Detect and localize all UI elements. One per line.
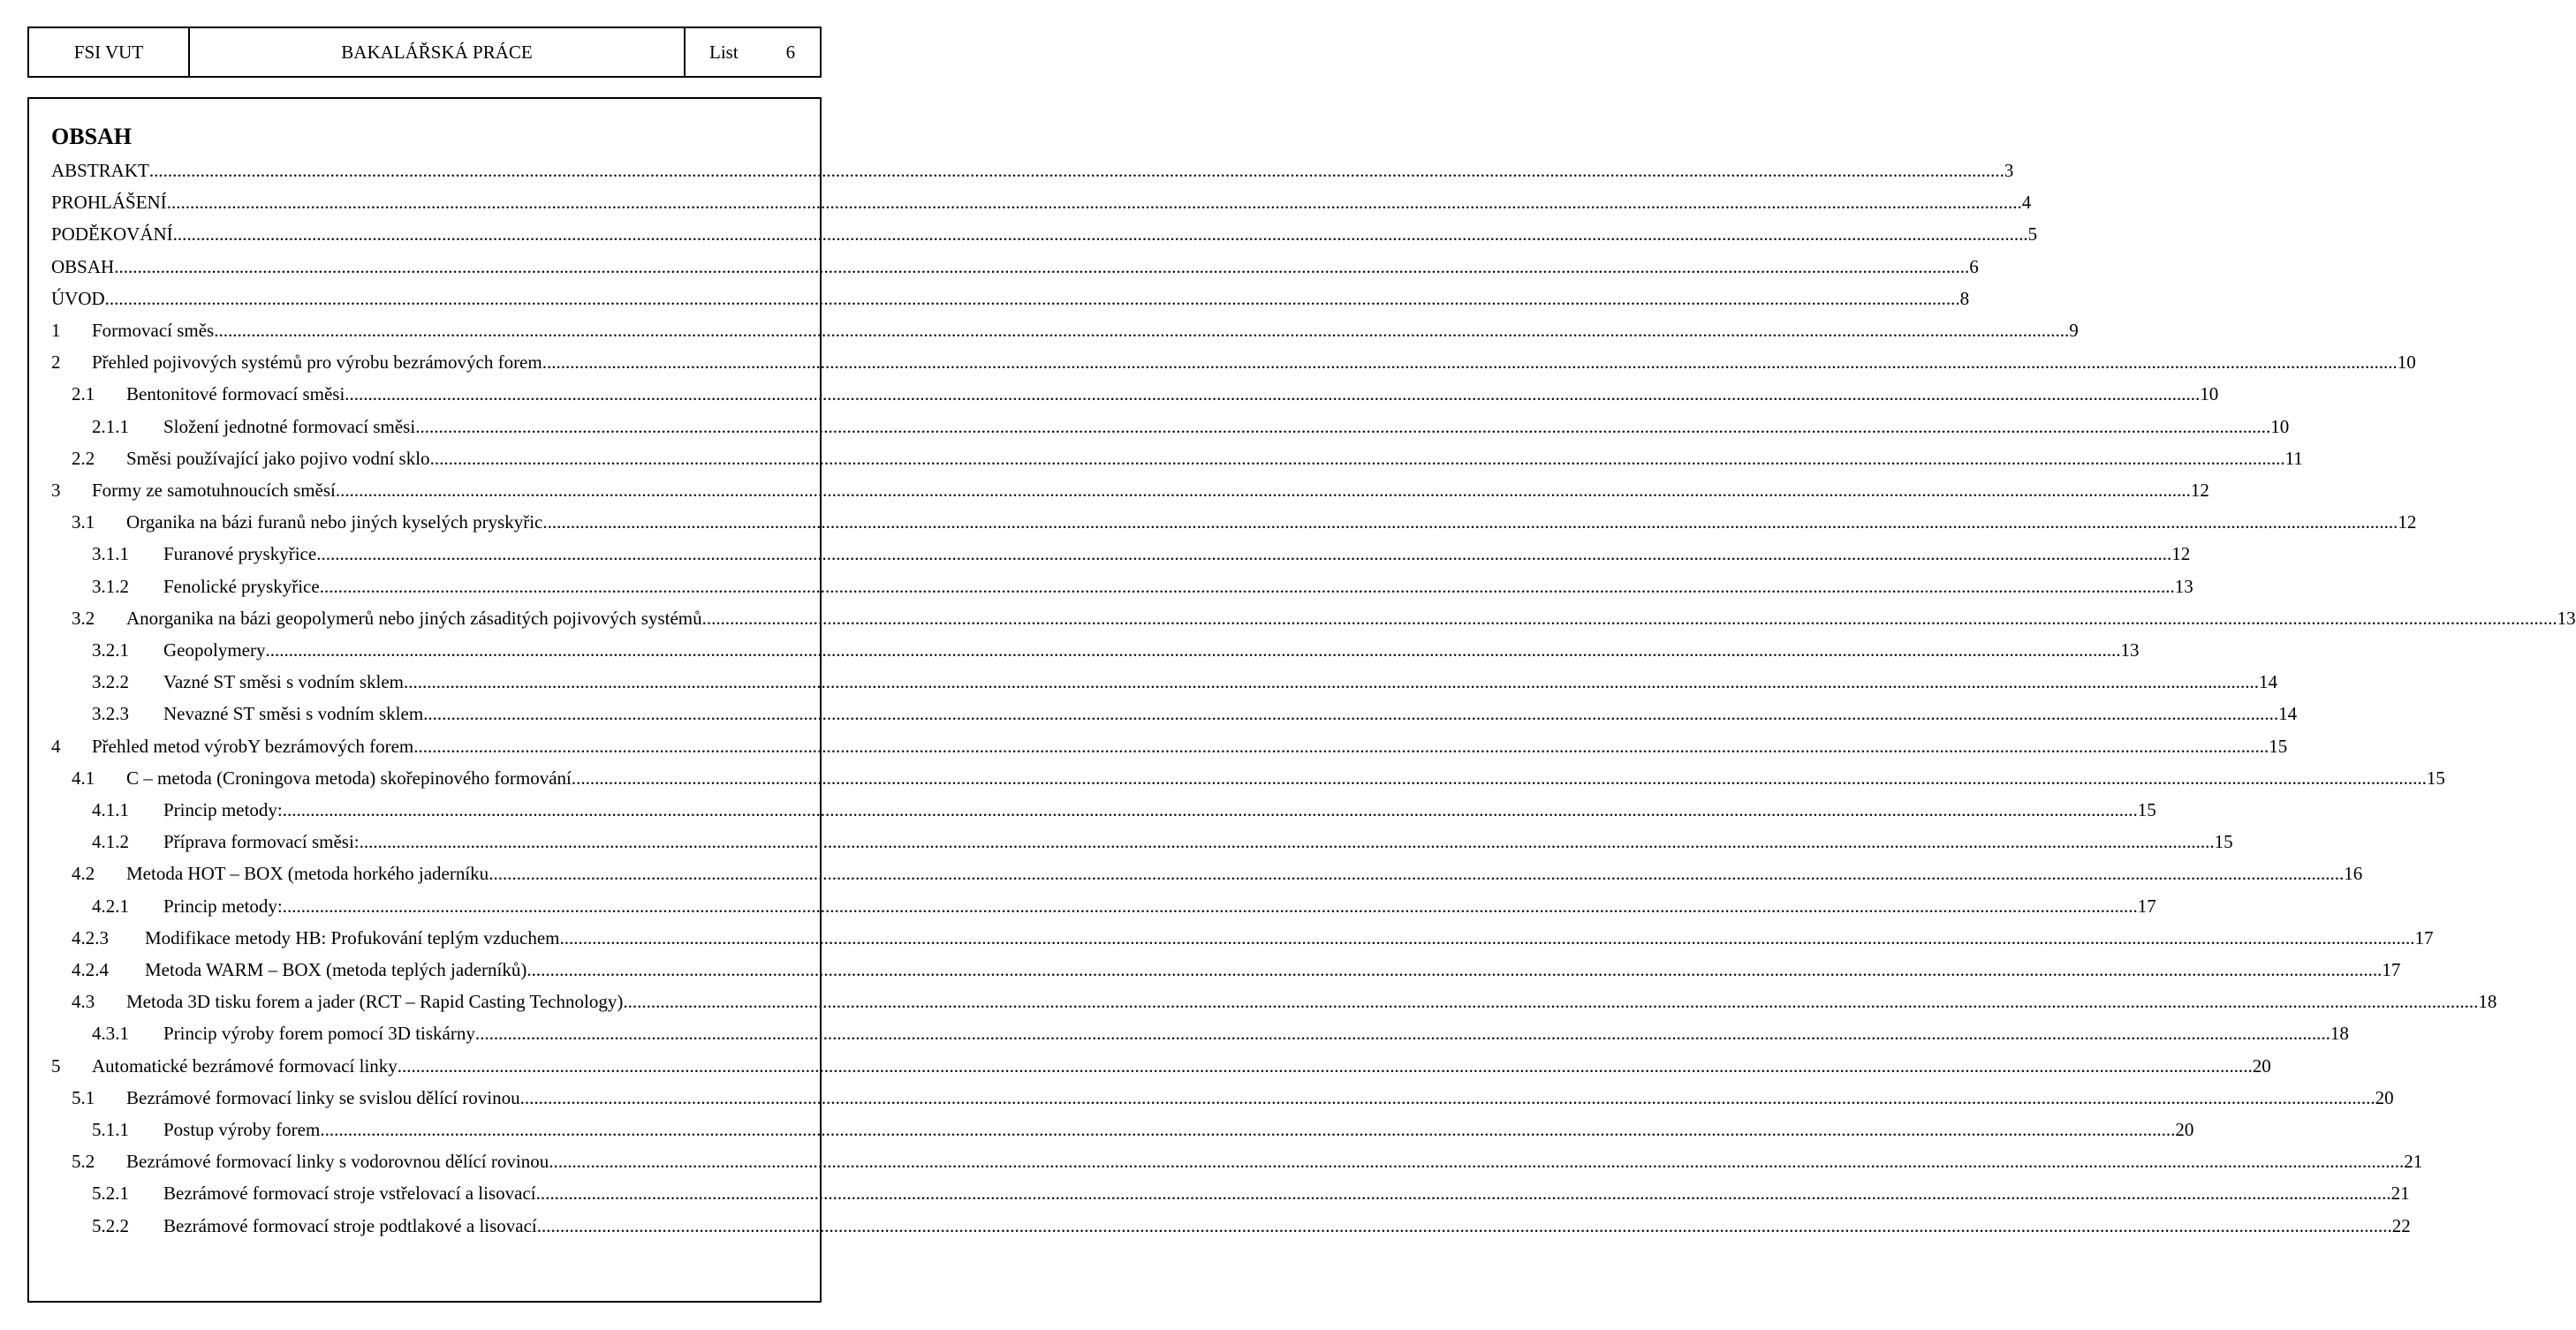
toc-entry-page: 5	[2027, 223, 2038, 246]
header-sheet	[686, 28, 820, 76]
toc-entry-page: 17	[2382, 959, 2401, 980]
toc-entry-title: Nevazné ST směsi s vodním sklem	[163, 703, 424, 725]
header-faculty: FSI VUT	[29, 28, 190, 76]
toc-entry-number: 4.3	[72, 991, 95, 1013]
toc-entry[interactable]	[0, 794, 2156, 826]
toc-entry-number: 4.1.1	[92, 799, 129, 820]
toc-entry[interactable]	[0, 634, 2140, 666]
toc-entry-page: 21	[2404, 1151, 2423, 1173]
toc-entry-title: Organika na bázi furanů nebo jiných kyselých pryskyřic	[126, 511, 543, 533]
toc-leader-dots: ................................................................................................................................................................................................................................................................................................................................................................................................................	[282, 799, 2138, 820]
toc-entry-number: 5.1	[72, 1086, 95, 1108]
toc-entry-number: 5.2.1	[92, 1183, 129, 1205]
toc-entry-number: 4.3.1	[92, 1023, 129, 1045]
toc-entry[interactable]	[0, 1210, 2411, 1242]
toc-entry[interactable]	[0, 1017, 2349, 1049]
toc-entry[interactable]	[0, 1082, 2394, 1114]
toc-entry-page: 15	[2137, 799, 2156, 820]
toc-entry-page: 10	[2397, 351, 2416, 374]
toc-entry-page: 17	[2414, 926, 2434, 948]
toc-entry-page: 4	[2021, 192, 2032, 214]
toc-leader-dots: ................................................................................................................................................................................................................................................................................................................................................................................................................	[397, 1054, 2253, 1077]
toc-entry[interactable]	[0, 666, 2278, 698]
toc-entry[interactable]	[0, 186, 2032, 218]
toc-leader-dots: ................................................................................................................................................................................................................................................................................................................................................................................................................	[542, 511, 2398, 533]
toc-entry-number: 5.2	[72, 1151, 95, 1173]
toc-entry-page: 12	[2398, 511, 2417, 533]
toc-entry-title: Princip metody:	[163, 895, 283, 917]
toc-entry[interactable]	[0, 602, 2576, 634]
toc-entry-number: 3.1.1	[92, 543, 129, 565]
toc-leader-dots: ................................................................................................................................................................................................................................................................................................................................................................................................................	[549, 1151, 2405, 1173]
toc-entry[interactable]	[0, 1145, 2423, 1177]
toc-entry-page: 10	[2270, 415, 2290, 437]
toc-entry-title: Princip výroby forem pomocí 3D tiskárny	[163, 1023, 475, 1045]
toc-entry-title: Bezrámové formovací linky se svislou dělící rovinou	[126, 1086, 520, 1108]
toc-entry-number: 2	[51, 351, 61, 374]
toc-entry-page: 12	[2171, 543, 2191, 565]
toc-entry-number: 3.2.1	[92, 639, 129, 661]
toc-leader-dots: ................................................................................................................................................................................................................................................................................................................................................................................................................	[423, 703, 2279, 725]
toc-leader-dots: ................................................................................................................................................................................................................................................................................................................................................................................................................	[474, 1023, 2330, 1045]
toc-leader-dots: ................................................................................................................................................................................................................................................................................................................................................................................................................	[535, 1183, 2391, 1205]
toc-entry[interactable]	[0, 571, 2193, 602]
toc-entry[interactable]	[0, 698, 2298, 729]
toc-entry-number: 3.1	[72, 511, 95, 533]
toc-entry-page: 14	[2278, 703, 2298, 725]
toc-entry-title: Metoda 3D tisku forem a jader (RCT – Rapid Casting Technology)	[126, 991, 624, 1013]
toc-leader-dots: ................................................................................................................................................................................................................................................................................................................................................................................................................	[559, 926, 2415, 948]
toc-entry-page: 20	[2252, 1054, 2271, 1077]
toc-entry-title: Automatické bezrámové formovací linky	[92, 1054, 398, 1077]
toc-entry[interactable]	[0, 986, 2497, 1017]
toc-entry-number: 2.2	[72, 447, 95, 469]
page-header	[27, 26, 822, 78]
toc-entry-page: 8	[1959, 287, 1970, 309]
toc-entry-number: 5.1.1	[92, 1119, 129, 1140]
toc-leader-dots: ................................................................................................................................................................................................................................................................................................................................................................................................................	[319, 575, 2175, 597]
header-document-type: BAKALÁŘSKÁ PRÁCE	[190, 28, 686, 76]
toc-entry[interactable]	[0, 474, 2209, 506]
toc-entry[interactable]	[0, 346, 2416, 378]
toc-entry-number: 2.1.1	[92, 415, 129, 437]
toc-entry[interactable]	[0, 730, 2288, 762]
toc-leader-dots: ................................................................................................................................................................................................................................................................................................................................................................................................................	[172, 223, 2028, 246]
toc-entry[interactable]	[0, 442, 2303, 474]
toc-leader-dots: ................................................................................................................................................................................................................................................................................................................................................................................................................	[335, 480, 2191, 501]
toc-entry[interactable]	[0, 762, 2445, 794]
toc-entry-number: 3.2.3	[92, 703, 129, 725]
toc-entry-page: 6	[1969, 255, 1979, 277]
toc-entry-number: 4	[51, 735, 61, 757]
toc-entry-title: Geopolymery	[163, 639, 266, 661]
toc-entry-number: 4.2.3	[72, 926, 109, 948]
toc-entry-number: 3	[51, 480, 61, 501]
toc-entry-number: 1	[51, 320, 61, 341]
toc-leader-dots: ................................................................................................................................................................................................................................................................................................................................................................................................................	[104, 287, 1960, 309]
toc-entry-title: Anorganika na bázi geopolymerů nebo jiných zásaditých pojivových systémů	[126, 607, 702, 629]
toc-entry-page: 14	[2259, 671, 2278, 693]
toc-entry-page: 9	[2069, 320, 2079, 341]
toc-entry[interactable]	[0, 858, 2363, 889]
toc-entry-page: 15	[2269, 735, 2288, 757]
toc-leader-dots: ................................................................................................................................................................................................................................................................................................................................................................................................................	[413, 735, 2269, 757]
toc-entry[interactable]	[0, 314, 2079, 346]
toc-leader-dots: ................................................................................................................................................................................................................................................................................................................................................................................................................	[359, 831, 2215, 853]
toc-entry-page: 15	[2426, 767, 2445, 789]
toc-entry-page: 12	[2190, 480, 2209, 501]
toc-leader-dots: ................................................................................................................................................................................................................................................................................................................................................................................................................	[114, 255, 1970, 277]
toc-leader-dots: ................................................................................................................................................................................................................................................................................................................................................................................................................	[489, 863, 2345, 885]
toc-leader-dots: ................................................................................................................................................................................................................................................................................................................................................................................................................	[571, 767, 2427, 789]
toc-entry[interactable]	[0, 954, 2401, 986]
toc-entry-page: 21	[2390, 1183, 2410, 1205]
toc-entry-number: 4.2.1	[92, 895, 129, 917]
toc-entry-page: 15	[2214, 831, 2233, 853]
header-sheet-number: 6	[785, 41, 796, 63]
toc-entry-title: Bezrámové formovací stroje vstřelovací a lisovací	[163, 1183, 536, 1205]
toc-entry-page: 17	[2137, 895, 2156, 917]
toc-entry-number: 4.1	[72, 767, 95, 789]
toc-leader-dots: ................................................................................................................................................................................................................................................................................................................................................................................................................	[415, 415, 2271, 437]
header-sheet-label: List	[709, 41, 739, 63]
toc-entry-page: 22	[2391, 1214, 2411, 1236]
toc-entry-number: 4.1.2	[92, 831, 129, 853]
toc-entry-page: 16	[2344, 863, 2363, 885]
toc-entry-page: 20	[2375, 1086, 2394, 1108]
toc-entry-title: Přehled pojivových systémů pro výrobu bezrámových forem	[92, 351, 542, 374]
toc-entry-title: Směsi používající jako pojivo vodní sklo	[126, 447, 430, 469]
toc-entry-page: 11	[2284, 447, 2303, 469]
toc-entry-page: 18	[2330, 1023, 2349, 1045]
toc-entry-title: C – metoda (Croningova metoda) skořepinového formování	[126, 767, 572, 789]
toc-entry-page: 20	[2175, 1119, 2194, 1140]
toc-title: OBSAH	[51, 124, 133, 149]
toc-entry-title: PROHLÁŠENÍ	[51, 192, 167, 214]
toc-entry-title: Furanové pryskyřice	[163, 543, 317, 565]
toc-leader-dots: ................................................................................................................................................................................................................................................................................................................................................................................................................	[345, 383, 2201, 405]
toc-entry-title: PODĚKOVÁNÍ	[51, 223, 173, 246]
toc-entry-title: OBSAH	[51, 255, 115, 277]
toc-entry-title: Princip metody:	[163, 799, 283, 820]
toc-entry[interactable]	[0, 283, 1970, 314]
toc-entry-number: 3.2.2	[92, 671, 129, 693]
toc-entry[interactable]	[0, 922, 2434, 954]
toc-entry-page: 3	[2004, 160, 2014, 181]
toc-entry-title: Fenolické pryskyřice	[163, 575, 320, 597]
toc-entry[interactable]	[0, 1050, 2271, 1082]
toc-entry[interactable]	[0, 1177, 2410, 1209]
toc-entry-title: Postup výroby forem	[163, 1119, 321, 1140]
toc-leader-dots: ................................................................................................................................................................................................................................................................................................................................................................................................................	[404, 671, 2260, 693]
toc-leader-dots: ................................................................................................................................................................................................................................................................................................................................................................................................................	[429, 447, 2285, 469]
toc-entry[interactable]	[0, 378, 2219, 410]
toc-entry[interactable]	[0, 155, 2014, 186]
toc-entry[interactable]	[0, 506, 2417, 538]
toc-entry-page: 13	[2120, 639, 2140, 661]
toc-entry-title: Metoda WARM – BOX (metoda teplých jaderníků)	[145, 959, 527, 980]
toc-leader-dots: ................................................................................................................................................................................................................................................................................................................................................................................................................	[320, 1119, 2176, 1140]
toc-leader-dots: ................................................................................................................................................................................................................................................................................................................................................................................................................	[623, 991, 2479, 1013]
toc-entry-page: 13	[2174, 575, 2193, 597]
toc-entry-title: ABSTRAKT	[51, 160, 149, 181]
toc-entry-number: 5.2.2	[92, 1214, 129, 1236]
toc-entry[interactable]	[0, 218, 2038, 250]
toc-entry-title: Příprava formovací směsi:	[163, 831, 360, 853]
toc-entry-number: 5	[51, 1054, 61, 1077]
toc-leader-dots: ................................................................................................................................................................................................................................................................................................................................................................................................................	[519, 1086, 2375, 1108]
toc-entry-page: 18	[2478, 991, 2497, 1013]
toc-entry-number: 3.2	[72, 607, 95, 629]
toc-entry-title: Složení jednotné formovací směsi	[163, 415, 416, 437]
toc-entry-title: ÚVOD	[51, 287, 105, 309]
toc-leader-dots: ................................................................................................................................................................................................................................................................................................................................................................................................................	[148, 160, 2004, 181]
toc-entry-title: Metoda HOT – BOX (metoda horkého jaderníku	[126, 863, 489, 885]
toc-entry[interactable]	[0, 411, 2290, 442]
toc-entry-number: 4.2	[72, 863, 95, 885]
toc-entry-title: Bezrámové formovací stroje podtlakové a lisovací	[163, 1214, 537, 1236]
toc-leader-dots: ................................................................................................................................................................................................................................................................................................................................................................................................................	[542, 351, 2398, 374]
toc-entry-title: Přehled metod výrobY bezrámových forem	[92, 735, 414, 757]
toc-entry-title: Bentonitové formovací směsi	[126, 383, 345, 405]
toc-entry[interactable]	[0, 890, 2156, 922]
toc-entry[interactable]	[0, 251, 1979, 283]
toc-entry-title: Vazné ST směsi s vodním sklem	[163, 671, 405, 693]
toc-leader-dots: ................................................................................................................................................................................................................................................................................................................................................................................................................	[166, 192, 2022, 214]
toc-leader-dots: ................................................................................................................................................................................................................................................................................................................................................................................................................	[282, 895, 2138, 917]
toc-leader-dots: ................................................................................................................................................................................................................................................................................................................................................................................................................	[265, 639, 2121, 661]
toc-entry-title: Modifikace metody HB: Profukování teplým vzduchem	[145, 926, 560, 948]
toc-entry-page: 10	[2200, 383, 2219, 405]
toc-entry-title: Bezrámové formovací linky s vodorovnou dělící rovinou	[126, 1151, 549, 1173]
toc-entry-number: 2.1	[72, 383, 95, 405]
toc-leader-dots: ................................................................................................................................................................................................................................................................................................................................................................................................................	[214, 320, 2070, 341]
toc-leader-dots: ................................................................................................................................................................................................................................................................................................................................................................................................................	[316, 543, 2172, 565]
toc-leader-dots: ................................................................................................................................................................................................................................................................................................................................................................................................................	[536, 1214, 2392, 1236]
toc-leader-dots: ................................................................................................................................................................................................................................................................................................................................................................................................................	[701, 607, 2557, 629]
toc-entry[interactable]	[0, 1114, 2194, 1145]
toc-leader-dots: ................................................................................................................................................................................................................................................................................................................................................................................................................	[527, 959, 2383, 980]
toc-entry[interactable]	[0, 538, 2191, 570]
toc-entry-title: Formy ze samotuhnoucích směsí	[92, 480, 336, 501]
toc-entry-number: 4.2.4	[72, 959, 109, 980]
toc-entry-number: 3.1.2	[92, 575, 129, 597]
toc-entry-page: 13	[2557, 607, 2576, 629]
toc-entry[interactable]	[0, 826, 2233, 858]
toc-entry-title: Formovací směs	[92, 320, 215, 341]
